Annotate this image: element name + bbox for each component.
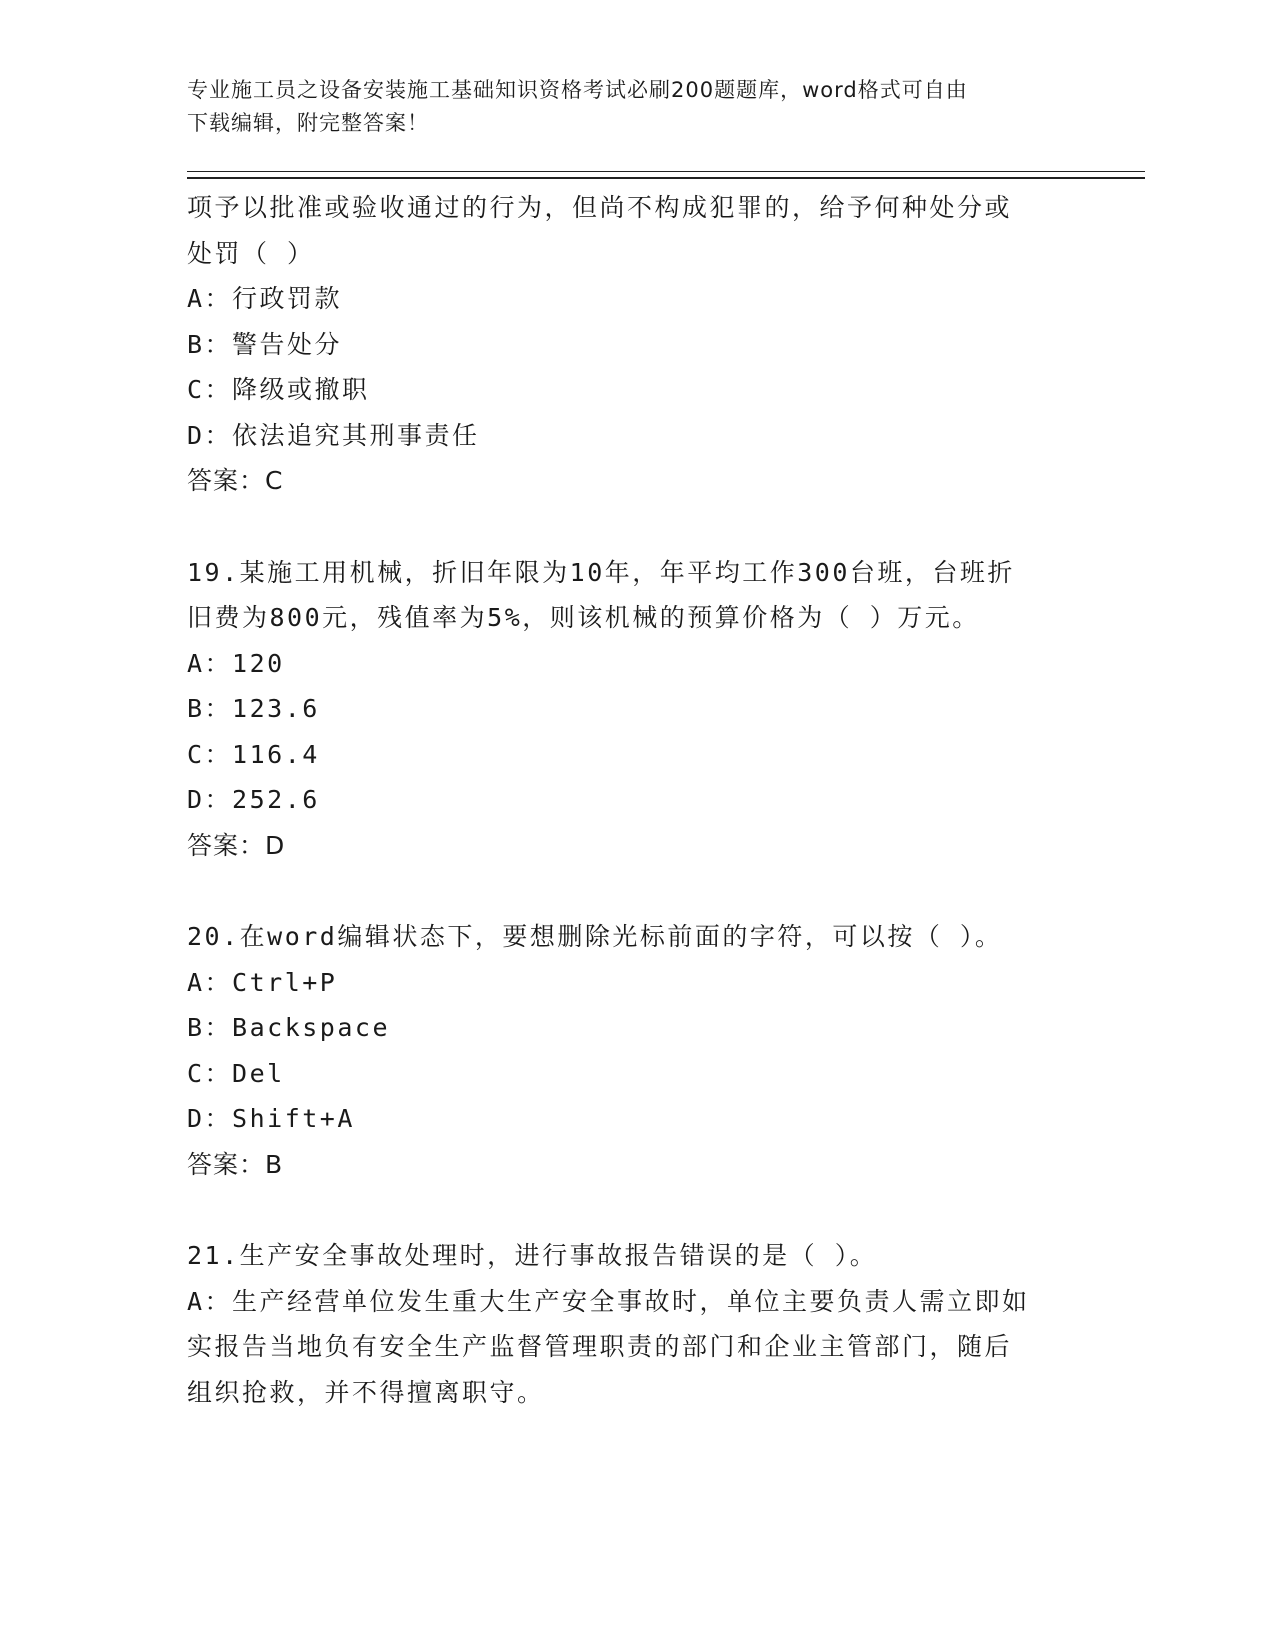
- answer-label: 答案：C: [187, 466, 284, 495]
- option-b: B：警告处分: [187, 329, 343, 359]
- option-d: D：252.6: [187, 785, 320, 814]
- option-d: D：Shift+A: [187, 1104, 355, 1133]
- question-18: [187, 185, 1087, 504]
- option-a: A：行政罚款: [187, 284, 343, 313]
- document-header: [187, 74, 1087, 140]
- question-spacer: [187, 868, 1087, 914]
- question-stem-line: 19.某施工用机械，折旧年限为10年，年平均工作300台班，台班折: [187, 557, 1015, 587]
- question-20: [187, 914, 1087, 1187]
- option-a: A：120: [187, 648, 285, 678]
- option-c: C：Del: [187, 1058, 285, 1088]
- question-stem-line: 20.在word编辑状态下，要想删除光标前面的字符，可以按（ ）。: [187, 922, 1003, 951]
- header-title-line-1: 专业施工员之设备安装施工基础知识资格考试必刷200题题库，word格式可自由: [187, 78, 968, 102]
- question-19: [187, 550, 1087, 869]
- header-rule-thick: [187, 177, 1145, 179]
- question-stem-line: 项予以批准或验收通过的行为，但尚不构成犯罪的，给予何种处分或: [187, 193, 1013, 222]
- question-21: [187, 1233, 1087, 1415]
- option-b: B：123.6: [187, 694, 320, 723]
- option-a-continued: 实报告当地负有安全生产监督管理职责的部门和企业主管部门，随后: [187, 1332, 1013, 1361]
- question-spacer: [187, 1187, 1087, 1233]
- header-title-line-2: 下载编辑，附完整答案！: [187, 111, 429, 135]
- question-spacer: [187, 504, 1087, 550]
- option-a: A：生产经营单位发生重大生产安全事故时，单位主要负责人需立即如: [187, 1286, 1030, 1316]
- question-stem-line: 21.生产安全事故处理时，进行事故报告错误的是（ ）。: [187, 1241, 878, 1270]
- answer-label: 答案：B: [187, 1149, 284, 1179]
- option-d: D：依法追究其刑事责任: [187, 420, 480, 450]
- option-a: A：Ctrl+P: [187, 967, 338, 997]
- question-stem-line: 旧费为800元，残值率为5%，则该机械的预算价格为（ ）万元。: [187, 603, 980, 632]
- header-rule-thin: [187, 171, 1145, 172]
- option-a-continued: 组织抢救，并不得擅离职守。: [187, 1377, 545, 1407]
- option-c: C：降级或撤职: [187, 375, 370, 404]
- option-b: B：Backspace: [187, 1013, 391, 1042]
- option-c: C：116.4: [187, 739, 320, 769]
- answer-label: 答案：D: [187, 830, 286, 860]
- question-stem-line: 处罚（ ）: [187, 238, 315, 268]
- question-content: [187, 185, 1087, 1415]
